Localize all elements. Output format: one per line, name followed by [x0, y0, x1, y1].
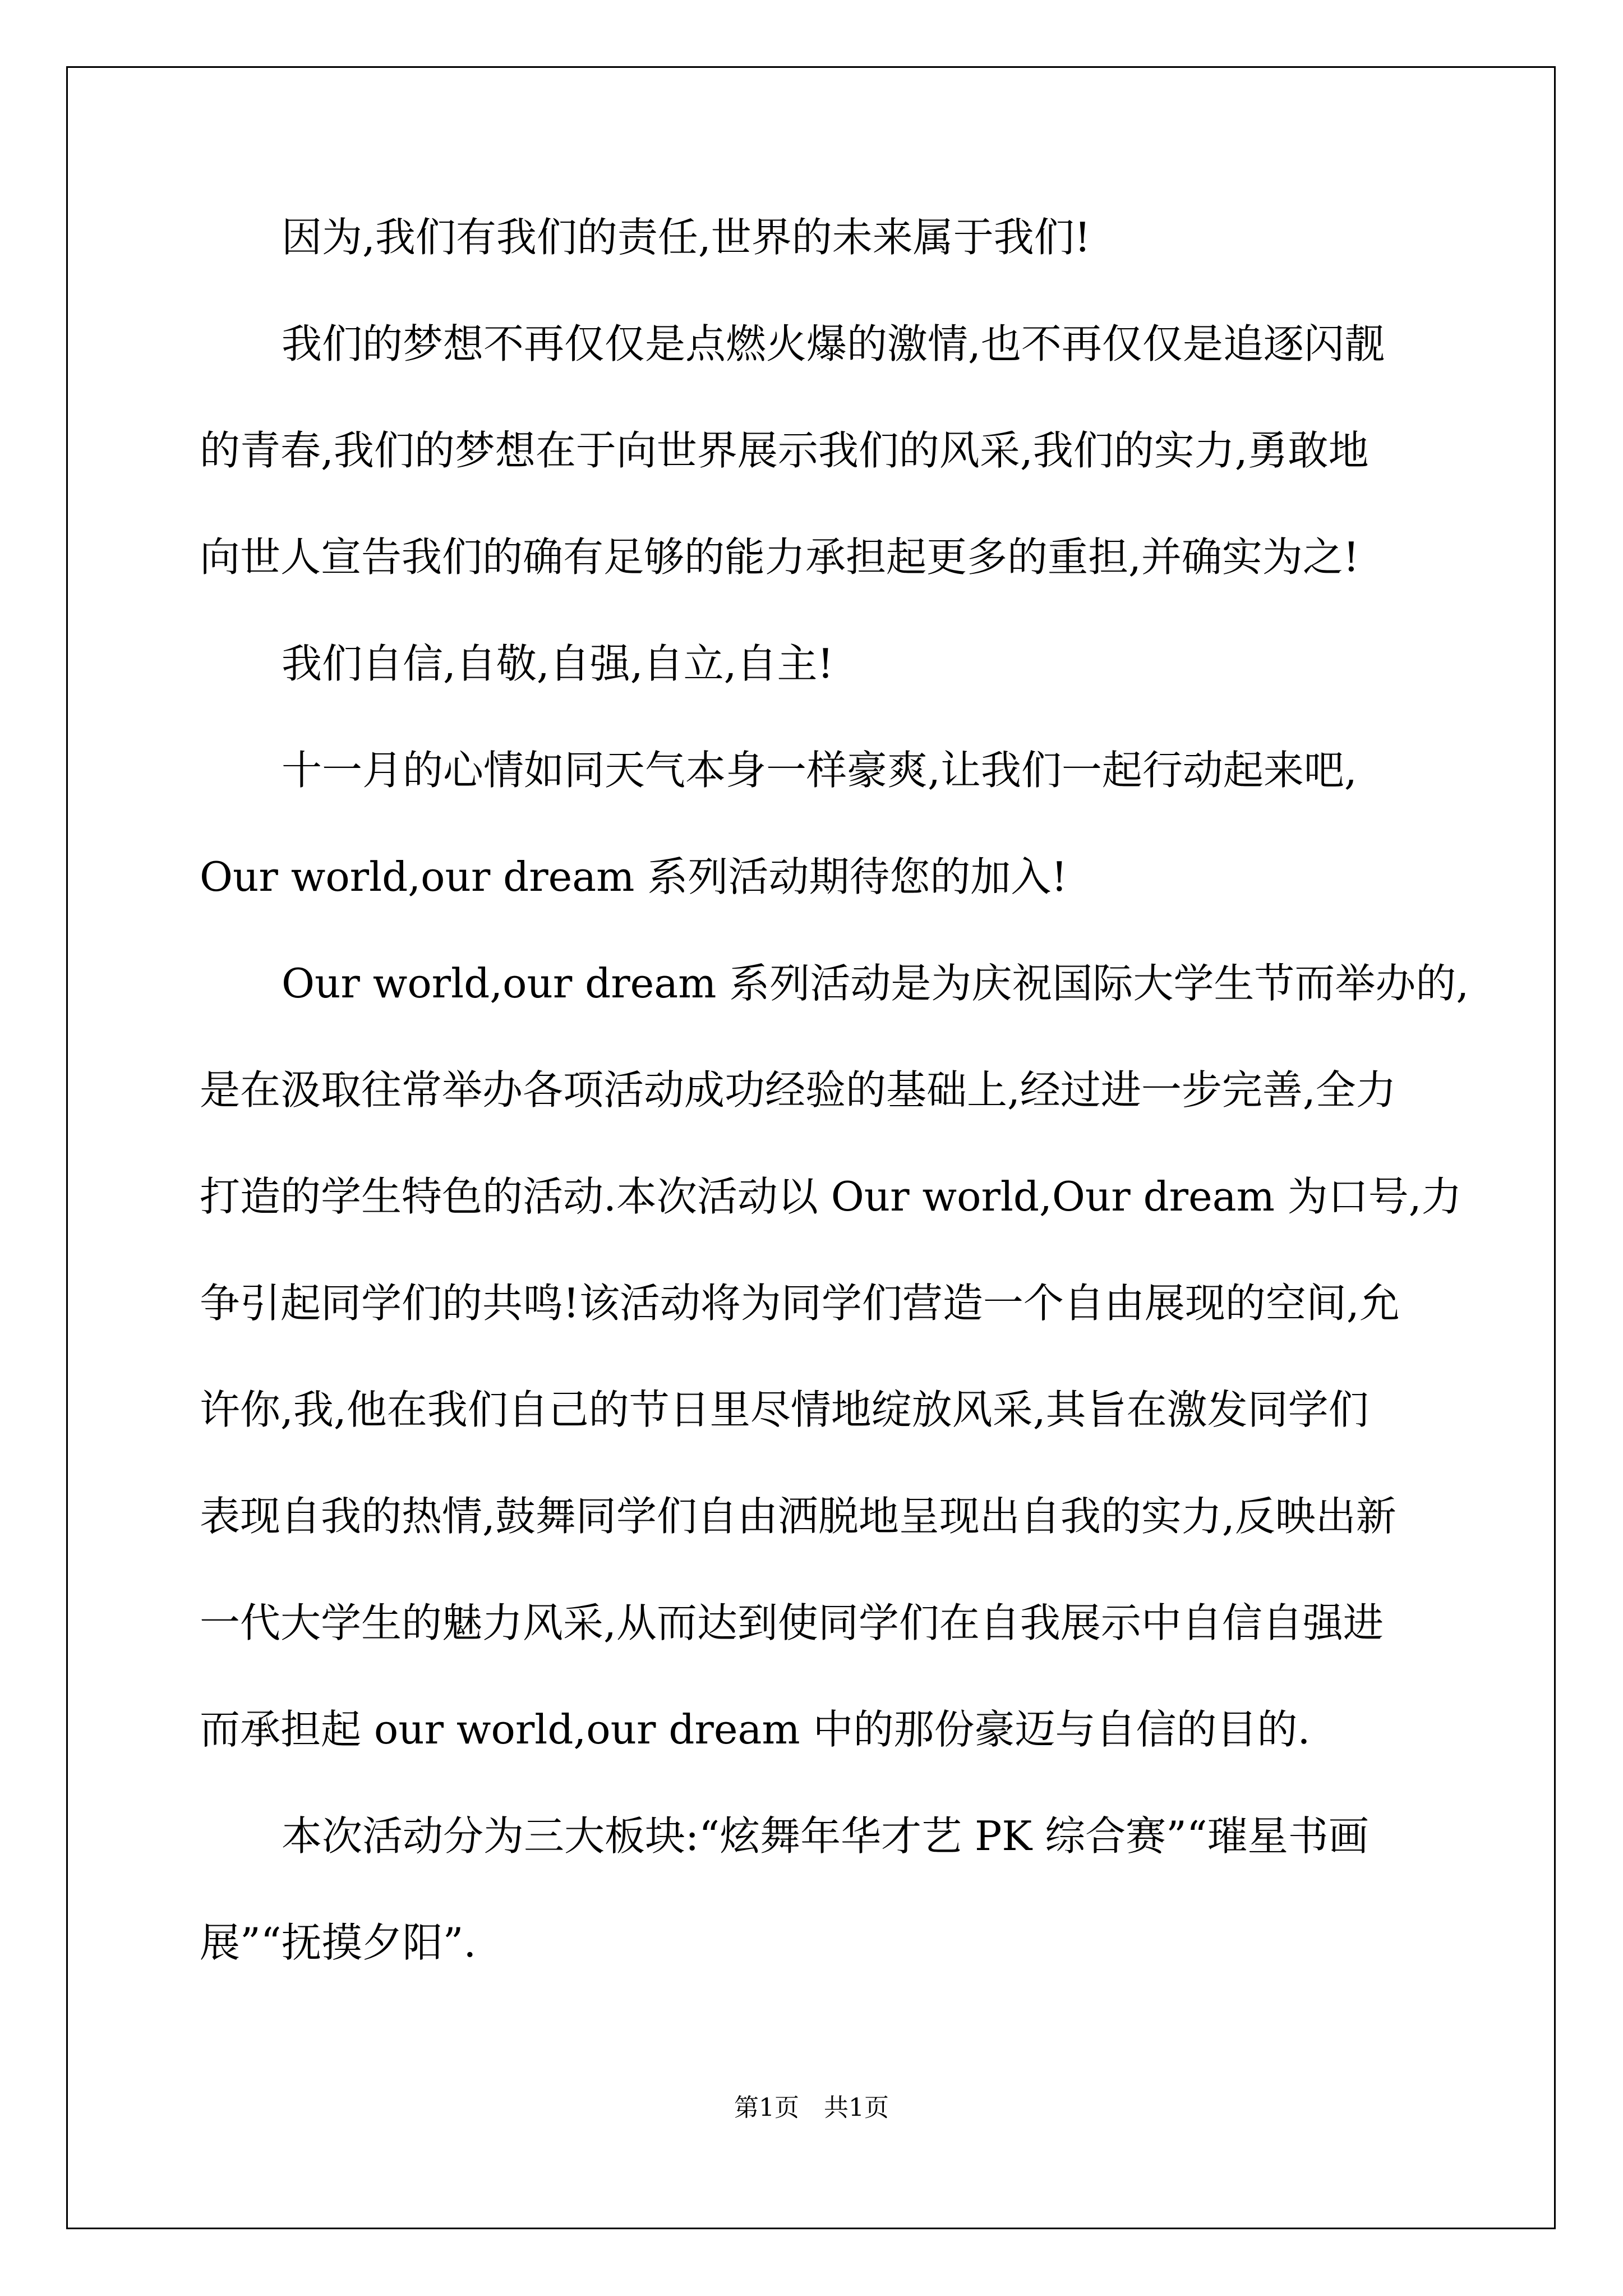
document-body [200, 184, 1469, 1996]
text-line: 因为,我们有我们的责任,世界的未来属于我们! [282, 214, 1091, 261]
text-line: 十一月的心情如同天气本身一样豪爽,让我们一起行动起来吧, [282, 747, 1357, 794]
text-line: 本次活动分为三大板块:“炫舞年华才艺 PK 综合赛”“璀星书画 [282, 1812, 1369, 1860]
text-line: Our world,our dream 系列活动期待您的加入! [200, 853, 1068, 900]
text-line: 而承担起 our world,our dream 中的那份豪迈与自信的目的. [200, 1706, 1311, 1753]
text-line: 是在汲取往常举办各项活动成功经验的基础上,经过进一步完善,全力 [200, 1066, 1396, 1114]
page-footer: 第1页 共1页 [734, 2093, 889, 2122]
text-line: 我们的梦想不再仅仅是点燃火爆的激情,也不再仅仅是追逐闪靓 [282, 320, 1385, 367]
text-line: 的青春,我们的梦想在于向世界展示我们的风采,我们的实力,勇敢地 [200, 427, 1369, 474]
text-line: 表现自我的热情,鼓舞同学们自由洒脱地呈现出自我的实力,反映出新 [200, 1493, 1396, 1540]
text-line: 展”“抚摸夕阳”. [200, 1919, 477, 1966]
text-line: 争引起同学们的共鸣!该活动将为同学们营造一个自由展现的空间,允 [200, 1280, 1400, 1327]
text-line: 向世人宣告我们的确有足够的能力承担起更多的重担,并确实为之! [200, 533, 1359, 581]
text-line: 我们自信,自敬,自强,自立,自主! [282, 640, 834, 687]
text-line: 打造的学生特色的活动.本次活动以 Our world,Our dream 为口号,力 [200, 1173, 1462, 1220]
text-line: Our world,our dream 系列活动是为庆祝国际大学生节而举办的, [282, 960, 1469, 1007]
text-line: 许你,我,他在我们自己的节日里尽情地绽放风采,其旨在激发同学们 [200, 1386, 1369, 1433]
text-line: 一代大学生的魅力风采,从而达到使同学们在自我展示中自信自强进 [200, 1599, 1384, 1646]
